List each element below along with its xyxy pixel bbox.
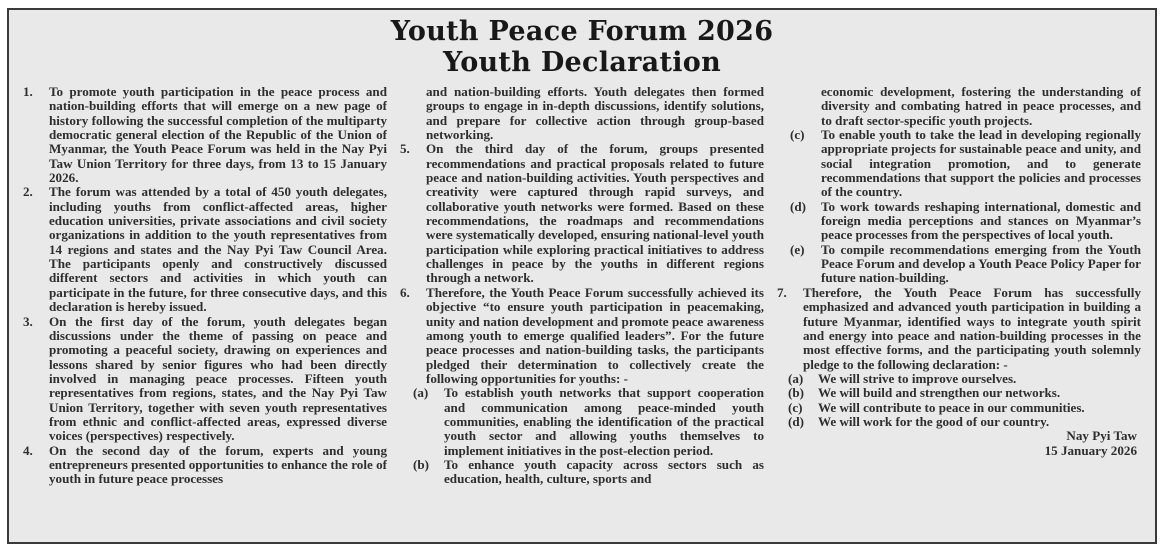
clause-marker: (b) <box>788 385 805 401</box>
clause-2 <box>23 185 387 314</box>
clause-text: We will strive to improve ourselves. <box>818 370 1017 386</box>
clause-b <box>400 458 764 487</box>
text-columns <box>23 85 1141 543</box>
clause-marker: (d) <box>790 198 807 214</box>
clause-text: Therefore, the Youth Peace Forum has successfully emphasized and advanced youth participation in building a future Myanmar, identified ways to integrate youth spirit and energy into peace and nation-building processes in the most effective forms, and the participating youth solemnly pledge to the following declaration: - <box>803 284 1141 372</box>
clause-continuation <box>400 85 764 142</box>
clause-6 <box>400 286 764 386</box>
page-title <box>23 16 1141 78</box>
clause-text: The forum was attended by a total of 450 youth delegates, including youths from conflict-affected areas, higher education universities, private associations and civil society organizations in addition to the youth representatives from 14 regions and states and the Nay Pyi Taw Council Area. The participants openly and constructively discussed different sectors and activities in which youth can participate in the future, for three consecutive days, and this declaration is hereby issued. <box>49 184 387 315</box>
clause-text: 15 January 2026 <box>1044 442 1137 458</box>
clause-text: economic development, fostering the understanding of diversity and combating hatred in peace processes, and to draft sector-specific youth projects. <box>821 85 1141 128</box>
clause-text: On the first day of the forum, youth delegates began discussions under the theme of passing on peace and promoting a peaceful society, drawing on experiences and lessons shared by senior figures who had been directly involved in managing peace processes. Fifteen youth representatives from regions, states, and the Nay Pyi Taw Union Territory, together with seven youth representatives from ethnic and conflict-affected areas, expressed diverse voices (perspectives) respectively. <box>49 313 387 444</box>
document-page <box>7 8 1157 544</box>
clause-marker: 6. <box>400 284 410 300</box>
clause-marker: (a) <box>788 370 804 386</box>
clause-c <box>777 128 1141 200</box>
clause-a <box>400 386 764 458</box>
clause-text: We will work for the good of our country. <box>818 413 1050 429</box>
clause-text: and nation-building efforts. Youth delegates then formed groups to engage in in-depth discussions, identify solutions, and prepare for collective action through group-based networking. <box>426 85 764 143</box>
column-2 <box>400 85 764 543</box>
clause-b <box>777 386 1141 400</box>
clause-marker: (d) <box>788 413 805 429</box>
clause-marker: (a) <box>413 385 429 401</box>
clause-marker: (e) <box>790 241 805 257</box>
clause-marker: 5. <box>400 141 410 157</box>
clause-7 <box>777 286 1141 372</box>
clause-text: On the second day of the forum, experts and young entrepreneurs presented opportunities to enhance the role of youth in future peace processes <box>49 442 387 487</box>
page-title-line2: Youth Declaration <box>442 47 722 78</box>
clause-e <box>777 243 1141 286</box>
clause-marker: (c) <box>790 127 805 143</box>
page-title-line1: Youth Peace Forum 2026 <box>390 16 774 47</box>
clause-text: To enhance youth capacity across sectors such as education, health, culture, sports and <box>444 456 764 487</box>
clause-text: To enable youth to take the lead in developing regionally appropriate projects for sustainable peace and unity, and social integration promotion, and to generate recommendations that support the policies and processes of the country. <box>821 127 1141 200</box>
clause-marker: (b) <box>413 456 430 472</box>
clause-d <box>777 415 1141 429</box>
signature-line <box>777 429 1141 443</box>
clause-marker: 1. <box>23 85 33 99</box>
clause-5 <box>400 142 764 285</box>
clause-4 <box>23 444 387 487</box>
clause-text: To promote youth participation in the peace process and nation-building efforts that will emerge on a new page of history following the successful completion of the multiparty democratic general election of the Republic of the Union of Myanmar, the Youth Peace Forum was held in the Nay Pyi Taw Union Territory for three days, from 13 to 15 January 2026. <box>49 85 387 186</box>
clause-text: We will contribute to peace in our communities. <box>818 399 1085 415</box>
clause-text: We will build and strengthen our networks. <box>818 385 1061 401</box>
clause-a <box>777 372 1141 386</box>
clause-d <box>777 200 1141 243</box>
column-3 <box>777 85 1141 543</box>
clause-marker: 7. <box>777 284 787 300</box>
signature-line <box>777 444 1141 458</box>
clause-text: To compile recommendations emerging from the Youth Peace Forum and develop a Youth Peace Policy Paper for future nation-building. <box>821 241 1141 286</box>
clause-3 <box>23 315 387 444</box>
clause-continuation <box>777 85 1141 128</box>
clause-text: Nay Pyi Taw <box>1066 428 1137 444</box>
clause-marker: 4. <box>23 442 33 458</box>
column-1 <box>23 85 387 543</box>
clause-marker: (c) <box>788 399 803 415</box>
clause-text: To establish youth networks that support cooperation and communication among peace-minded youth communities, enabling the identification of the practical youth sector and allowing youths themselves to implement initiatives in the post-election period. <box>444 385 764 458</box>
clause-marker: 2. <box>23 184 33 200</box>
clause-text: On the third day of the forum, groups presented recommendations and practical proposals related to future peace and nation-building activities. Youth perspectives and creativity were captured through rapid surveys, and collaborative youth networks were formed. Based on these recommendations, the roadmaps and recommendations were systematically developed, ensuring national-level youth participation while exploring practical initiatives to address challenges in peace by the youths in different regions through a network. <box>426 141 764 286</box>
clause-1 <box>23 85 387 185</box>
clause-marker: 3. <box>23 313 33 329</box>
clause-text: Therefore, the Youth Peace Forum successfully achieved its objective “to ensure youth participation in peacemaking, unity and nation development and promote peace awareness among youth to emerge qualified leaders”. For the future peace processes and nation-building tasks, the participants pledged their determination to collectively create the following opportunities for youths: - <box>426 284 764 386</box>
clause-text: To work towards reshaping international, domestic and foreign media perceptions and stances on Myanmar’s peace processes from the perspectives of local youth. <box>821 198 1141 243</box>
clause-c <box>777 401 1141 415</box>
